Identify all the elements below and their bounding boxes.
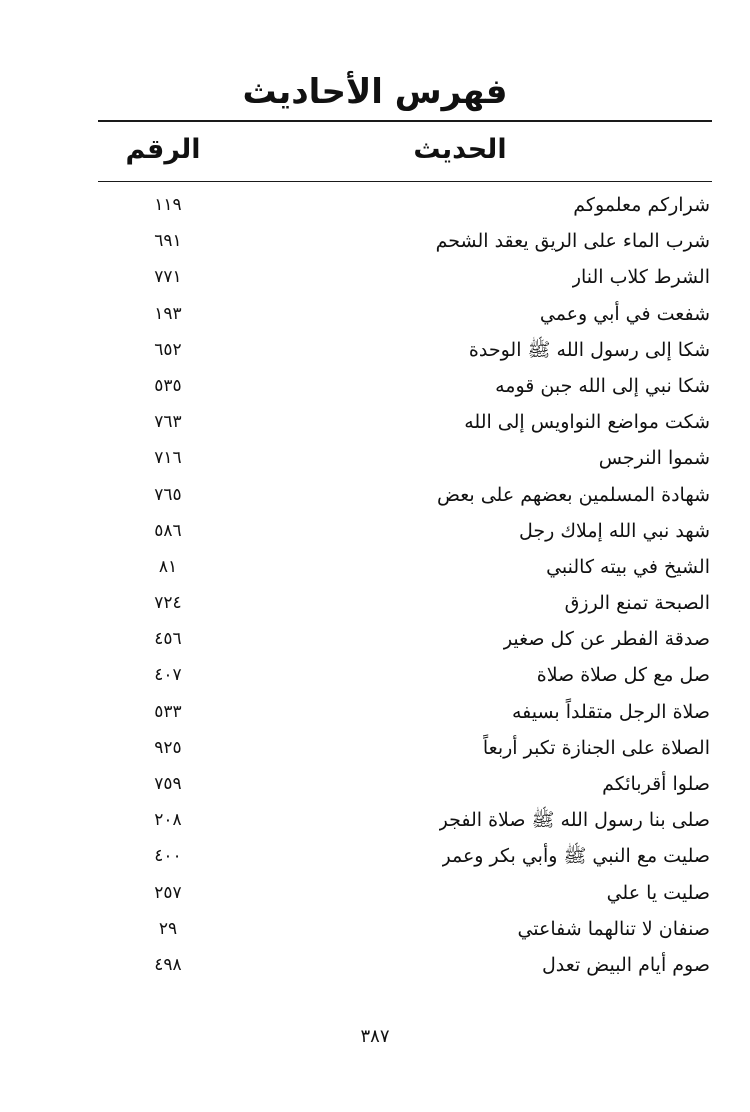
hadith-number: ٩٢٥	[154, 737, 182, 758]
page-number: ٣٨٧	[360, 1026, 390, 1047]
index-entry	[98, 730, 712, 766]
index-entry	[98, 368, 712, 404]
index-entry	[98, 187, 712, 223]
hadith-number: ٢٩	[158, 918, 178, 939]
column-header-hadith: الحديث	[413, 134, 507, 165]
hadith-text: الصبحة تمنع الرزق	[564, 592, 710, 615]
hadith-index-list	[98, 187, 712, 983]
hadith-text: صلوا أقربائكم	[602, 773, 710, 795]
hadith-number: ٤٥٦	[154, 629, 182, 650]
hadith-text: صنفان لا تنالهما شفاعتي	[517, 917, 710, 940]
hadith-text: صليت يا علي	[606, 881, 710, 904]
page-title: فهرس الأحاديث	[242, 72, 508, 112]
hadith-text: شراركم معلموكم	[573, 194, 710, 216]
hadith-text: شموا النرجس	[598, 447, 710, 470]
hadith-text: شفعت في أبي وعمي	[539, 302, 710, 325]
hadith-number: ٧٧١	[154, 267, 182, 288]
index-entry	[98, 549, 712, 585]
hadith-text: الشرط كلاب النار	[571, 266, 710, 289]
index-entry	[98, 404, 712, 440]
index-entry	[98, 694, 712, 730]
hadith-number: ١١٩	[154, 195, 182, 215]
hadith-number: ٤٠٠	[154, 846, 182, 867]
hadith-text: شكا إلى رسول الله ﷺ الوحدة	[468, 338, 710, 361]
index-entry	[98, 947, 712, 983]
hadith-number: ٢٥٧	[154, 882, 182, 903]
header-bottom-rule	[98, 181, 712, 182]
index-entry	[98, 332, 712, 368]
hadith-text: شكت مواضع النواويس إلى الله	[464, 411, 710, 434]
hadith-text: الشيخ في بيته كالنبي	[546, 555, 710, 578]
header-top-rule	[98, 120, 712, 122]
hadith-number: ١٩٣	[154, 303, 182, 324]
hadith-number: ٥٣٣	[154, 701, 182, 722]
hadith-text: صليت مع النبي ﷺ وأبي بكر وعمر	[441, 845, 710, 868]
index-entry	[98, 766, 712, 802]
hadith-number: ٧٥٩	[154, 774, 182, 794]
hadith-number: ٥٨٦	[154, 520, 182, 541]
hadith-number: ٤٩٨	[154, 954, 182, 975]
hadith-number: ٢٠٨	[154, 810, 182, 831]
hadith-text: شهادة المسلمين بعضهم على بعض	[436, 483, 710, 506]
hadith-number: ٦٩١	[154, 231, 182, 252]
hadith-text: صوم أيام البيض تعدل	[542, 953, 710, 976]
hadith-number: ٥٣٥	[154, 375, 182, 396]
column-header-number: الرقم	[125, 134, 201, 165]
index-entry	[98, 911, 712, 947]
index-entry	[98, 875, 712, 911]
hadith-number: ٤٠٧	[154, 665, 182, 686]
index-entry	[98, 296, 712, 332]
index-entry	[98, 657, 712, 693]
hadith-text: شهد نبي الله إملاك رجل	[519, 519, 710, 542]
hadith-number: ٧٢٤	[154, 593, 182, 614]
index-entry	[98, 440, 712, 476]
index-entry	[98, 223, 712, 259]
hadith-text: شكا نبي إلى الله جبن قومه	[495, 374, 710, 397]
index-entry	[98, 477, 712, 513]
index-entry	[98, 259, 712, 295]
hadith-text: صدقة الفطر عن كل صغير	[502, 628, 710, 651]
hadith-number: ٨١	[158, 556, 178, 577]
hadith-number: ٧٦٥	[154, 484, 182, 505]
hadith-text: صل مع كل صلاة صلاة	[536, 664, 710, 687]
hadith-number: ٧٦٣	[154, 412, 182, 433]
index-entry	[98, 585, 712, 621]
hadith-text: شرب الماء على الريق يعقد الشحم	[435, 230, 710, 253]
hadith-number: ٧١٦	[154, 448, 182, 469]
hadith-number: ٦٥٢	[154, 339, 182, 360]
index-entry	[98, 621, 712, 657]
index-entry	[98, 802, 712, 838]
index-entry	[98, 513, 712, 549]
index-entry	[98, 838, 712, 874]
hadith-text: صلاة الرجل متقلداً بسيفه	[511, 700, 710, 723]
hadith-text: صلى بنا رسول الله ﷺ صلاة الفجر	[438, 809, 710, 832]
hadith-text: الصلاة على الجنازة تكبر أربعاً	[482, 736, 710, 759]
